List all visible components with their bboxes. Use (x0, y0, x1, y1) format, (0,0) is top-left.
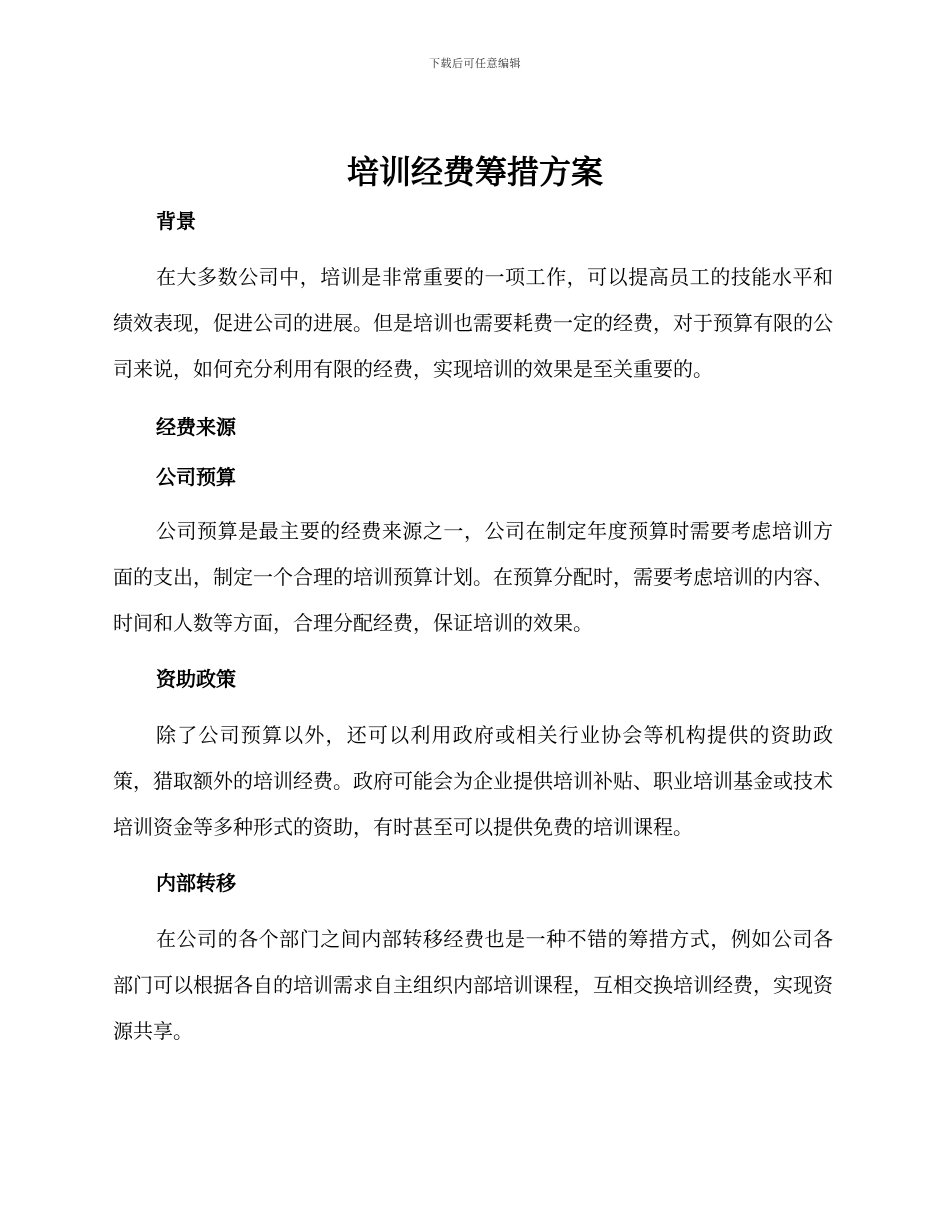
paragraph-subsidy-policy: 除了公司预算以外，还可以利用政府或相关行业协会等机构提供的资助政策，猎取额外的培训经费。政府可能会为企业提供培训补贴、职业培训基金或技术培训资金等多种形式的资助，有时甚至可以提供免费的培训课程。 (113, 723, 833, 839)
paragraph-company-budget: 公司预算是最主要的经费来源之一，公司在制定年度预算时需要考虑培训方面的支出，制定一个合理的培训预算计划。在预算分配时，需要考虑培训的内容、时间和人数等方面，合理分配经费，保证培训的效果。 (113, 519, 833, 635)
paragraph-background: 在大多数公司中，培训是非常重要的一项工作，可以提高员工的技能水平和绩效表现，促进公司的进展。但是培训也需要耗费一定的经费，对于预算有限的公司来说，如何充分利用有限的经费，实现培训的效果是至关重要的。 (113, 265, 833, 381)
document-body (113, 200, 833, 1054)
section-heading-company-budget: 公司预算 (156, 465, 236, 489)
header-note: 下载后可任意编辑 (429, 57, 521, 70)
section-heading-internal-transfer: 内部转移 (156, 871, 236, 895)
section-heading-background: 背景 (156, 209, 196, 233)
paragraph-internal-transfer: 在公司的各个部门之间内部转移经费也是一种不错的筹措方式，例如公司各部门可以根据各自的培训需求自主组织内部培训课程，互相交换培训经费，实现资源共享。 (113, 927, 833, 1043)
section-heading-subsidy-policy: 资助政策 (156, 667, 236, 691)
section-heading-funding-sources: 经费来源 (156, 415, 236, 439)
document-title: 培训经费筹措方案 (346, 153, 603, 191)
